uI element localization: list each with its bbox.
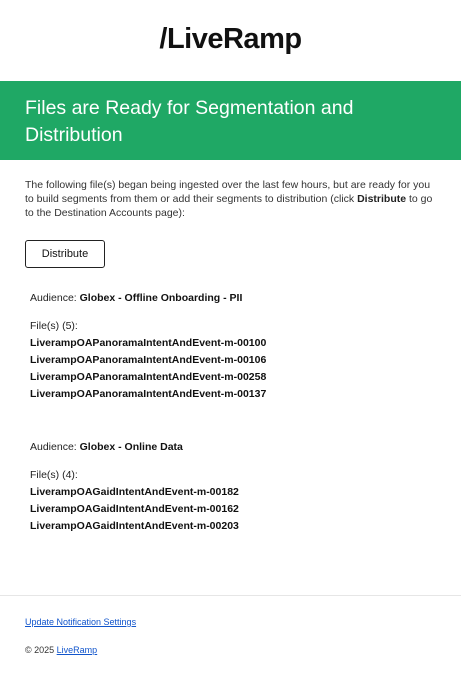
liveramp-logo: /LiveRamp <box>159 23 302 55</box>
banner-title: Files are Ready for Segmentation and Distribution <box>25 97 354 146</box>
footer <box>25 612 136 655</box>
file-item: LiverampOAPanoramaIntentAndEvent-m-00106 <box>30 354 267 366</box>
audience-block-1 <box>25 291 436 403</box>
distribute-button[interactable]: Distribute <box>25 240 105 268</box>
copyright-text: © 2025 <box>25 645 57 655</box>
audience-line <box>30 440 436 454</box>
intro-text-after: to go to the Destination Accounts page): <box>25 193 433 219</box>
footer-divider <box>0 595 461 596</box>
file-item: LiverampOAGaidIntentAndEvent-m-00162 <box>30 503 239 515</box>
audience-name: Globex - Online Data <box>79 441 183 453</box>
audience-block-2 <box>25 440 436 535</box>
email-content <box>0 160 461 535</box>
logo-bar <box>0 0 461 81</box>
audience-label: Audience: <box>30 441 80 453</box>
liveramp-link[interactable]: LiveRamp <box>56 645 98 655</box>
intro-paragraph <box>25 178 436 220</box>
audience-line <box>30 291 436 305</box>
header-banner <box>0 81 461 160</box>
audience-name: Globex - Offline Onboarding - PII <box>79 292 243 304</box>
audience-label: Audience: <box>30 292 80 304</box>
file-item: LiverampOAPanoramaIntentAndEvent-m-00258 <box>30 371 267 383</box>
file-item: LiverampOAGaidIntentAndEvent-m-00203 <box>30 520 239 532</box>
update-notification-settings-link[interactable]: Update Notification Settings <box>25 617 137 627</box>
file-item: LiverampOAPanoramaIntentAndEvent-m-00100 <box>30 337 267 349</box>
files-count-label: File(s) (5): <box>30 320 78 332</box>
file-item: LiverampOAGaidIntentAndEvent-m-00182 <box>30 486 239 498</box>
file-item: LiverampOAPanoramaIntentAndEvent-m-00137 <box>30 388 267 400</box>
copyright <box>25 645 136 655</box>
files-count-label: File(s) (4): <box>30 469 78 481</box>
intro-text-before: The following file(s) began being ingested over the last few hours, but are ready for you to build segments from them or add their segments to distribution (click <box>25 179 431 205</box>
intro-distribute-bold: Distribute <box>357 193 407 205</box>
